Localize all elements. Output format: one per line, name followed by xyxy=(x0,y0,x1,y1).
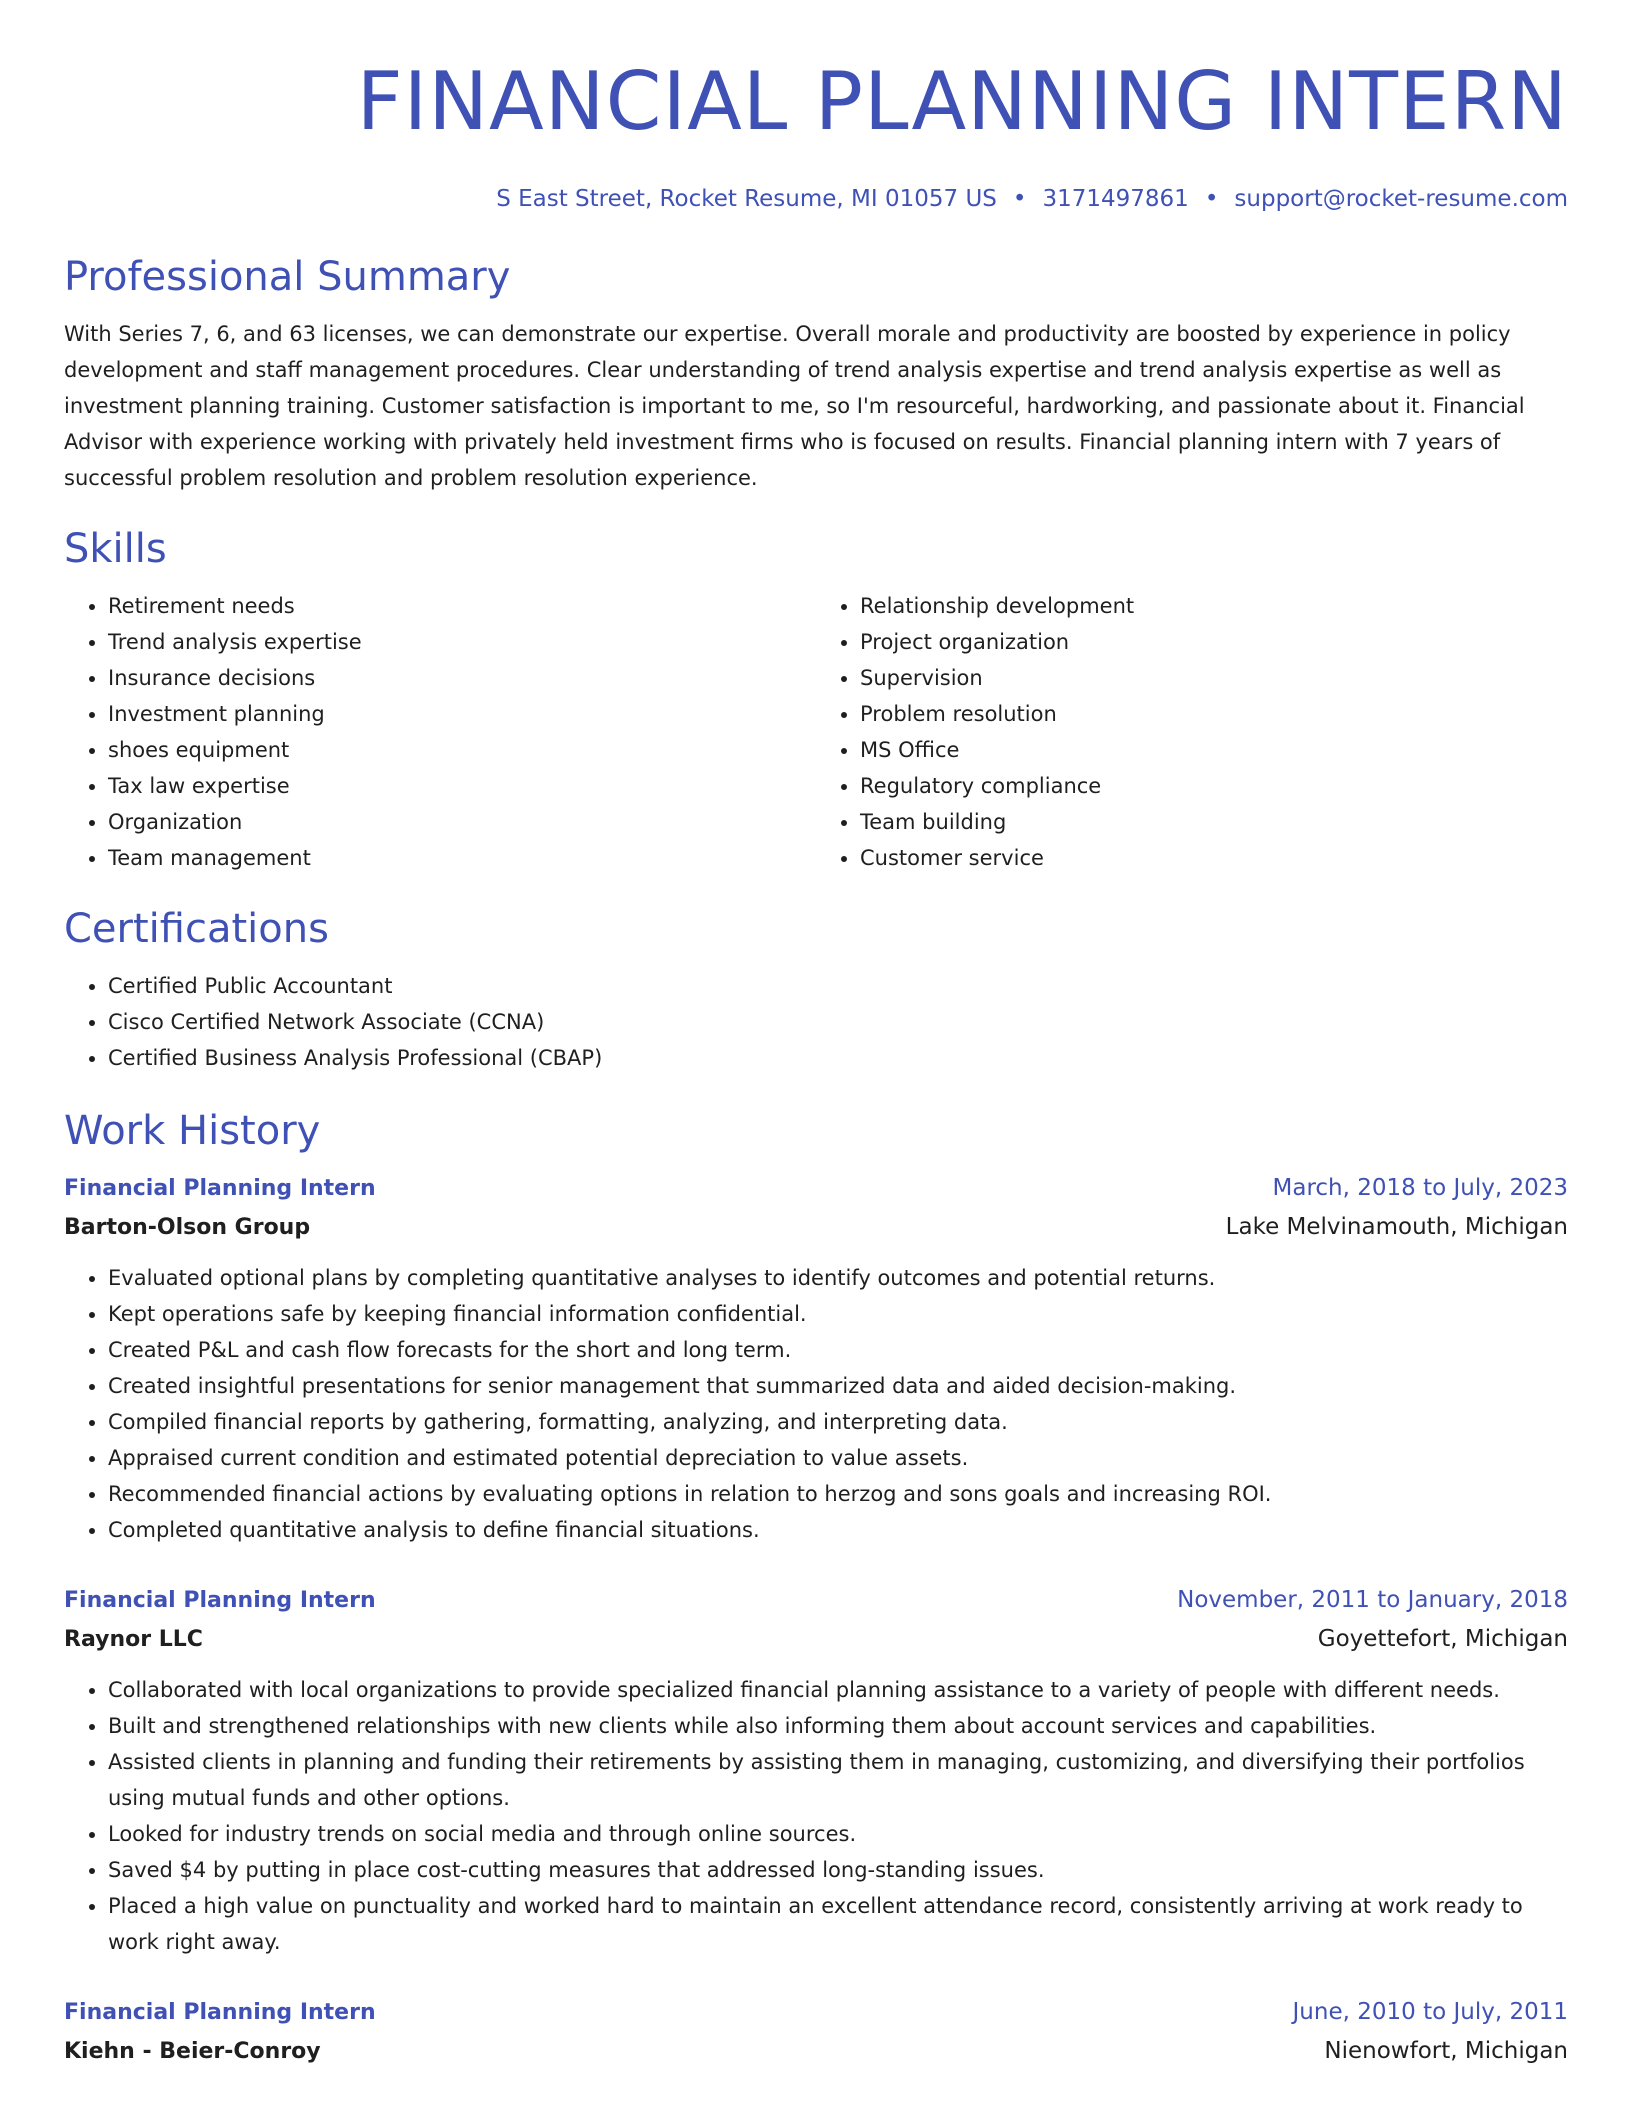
skill-item: • Project organization xyxy=(860,624,1568,660)
certification-item: • Cisco Certified Network Associate (CCNA) xyxy=(108,1004,1568,1040)
skill-item: • Tax law expertise xyxy=(108,768,816,804)
contact-address: S East Street, Rocket Resume, MI 01057 US xyxy=(496,186,997,212)
skill-item: • Investment planning xyxy=(108,696,816,732)
certification-item: • Certified Public Accountant xyxy=(108,968,1568,1004)
work-history-heading: Work History xyxy=(64,1108,321,1154)
certifications-list xyxy=(64,968,1568,1076)
job-location: Nienowfort, Michigan xyxy=(1324,2038,1568,2064)
job-company: Barton-Olson Group xyxy=(64,1215,311,1240)
job-dates: June, 2010 to July, 2011 xyxy=(1292,1999,1568,2025)
skills-heading: Skills xyxy=(64,526,167,572)
resume-name: FINANCIAL PLANNING INTERN xyxy=(356,55,1568,148)
job-bullet: • Looked for industry trends on social media and through online sources. xyxy=(108,1816,1568,1852)
skill-item: • shoes equipment xyxy=(108,732,816,768)
contact-separator: • xyxy=(1204,186,1219,212)
job-title: Financial Planning Intern xyxy=(64,1176,376,1201)
skill-item: • Supervision xyxy=(860,660,1568,696)
certification-item: • Certified Business Analysis Professional (CBAP) xyxy=(108,1040,1568,1076)
job-bullet: • Created insightful presentations for senior management that summarized data and aided decision-making. xyxy=(108,1368,1568,1404)
job-bullet: • Appraised current condition and estimated potential depreciation to value assets. xyxy=(108,1440,1568,1476)
skill-item: • Regulatory compliance xyxy=(860,768,1568,804)
job-bullet: • Recommended financial actions by evaluating options in relation to herzog and sons goals and increasing ROI. xyxy=(108,1476,1568,1512)
skill-item: • Insurance decisions xyxy=(108,660,816,696)
job-title: Financial Planning Intern xyxy=(64,2000,376,2025)
job-company-row xyxy=(64,1619,1568,1660)
job-title: Financial Planning Intern xyxy=(64,1588,376,1613)
work-history-section xyxy=(64,1106,1568,2072)
job-title-row xyxy=(64,1170,1568,1207)
job-bullets xyxy=(64,1672,1568,1960)
skill-item: • MS Office xyxy=(860,732,1568,768)
job-bullet: • Assisted clients in planning and funding their retirements by assisting them in managing, customizing, and diversifying their portfolios using mutual funds and other options. xyxy=(108,1744,1568,1816)
skill-item: • Relationship development xyxy=(860,588,1568,624)
job-company: Raynor LLC xyxy=(64,1627,203,1652)
skill-item: • Customer service xyxy=(860,840,1568,876)
contact-line xyxy=(64,184,1568,214)
skill-item: • Retirement needs xyxy=(108,588,816,624)
job-title-row xyxy=(64,1994,1568,2031)
contact-email[interactable]: support@rocket-resume.com xyxy=(1234,186,1568,212)
summary-heading: Professional Summary xyxy=(64,254,511,300)
job-company-row xyxy=(64,2031,1568,2072)
job-company-row xyxy=(64,1207,1568,1248)
contact-phone: 3171497861 xyxy=(1042,186,1189,212)
job-bullet: • Evaluated optional plans by completing quantitative analyses to identify outcomes and potential returns. xyxy=(108,1260,1568,1296)
job-location: Lake Melvinamouth, Michigan xyxy=(1225,1214,1568,1240)
job-entry xyxy=(64,1994,1568,2072)
job-dates: March, 2018 to July, 2023 xyxy=(1272,1175,1568,1201)
job-bullet: • Kept operations safe by keeping financial information confidential. xyxy=(108,1296,1568,1332)
skill-item: • Trend analysis expertise xyxy=(108,624,816,660)
job-title-row xyxy=(64,1582,1568,1619)
job-bullets xyxy=(64,1260,1568,1548)
certifications-heading: Certifications xyxy=(64,906,329,952)
job-bullet: • Placed a high value on punctuality and worked hard to maintain an excellent attendance record, consistently arriving at work ready to work right away. xyxy=(108,1888,1568,1960)
job-entry xyxy=(64,1170,1568,1548)
skill-item: • Problem resolution xyxy=(860,696,1568,732)
job-bullet: • Compiled financial reports by gathering, formatting, analyzing, and interpreting data. xyxy=(108,1404,1568,1440)
skill-item: • Team building xyxy=(860,804,1568,840)
skill-item: • Organization xyxy=(108,804,816,840)
job-location: Goyettefort, Michigan xyxy=(1317,1626,1568,1652)
job-bullet: • Completed quantitative analysis to define financial situations. xyxy=(108,1512,1568,1548)
skills-grid xyxy=(64,588,1568,876)
skills-list-left xyxy=(64,588,816,876)
summary-section xyxy=(64,252,1568,496)
job-company: Kiehn - Beier-Conroy xyxy=(64,2039,321,2064)
job-dates: November, 2011 to January, 2018 xyxy=(1177,1587,1568,1613)
job-bullet: • Saved $4 by putting in place cost-cutting measures that addressed long-standing issues. xyxy=(108,1852,1568,1888)
skill-item: • Team management xyxy=(108,840,816,876)
job-bullet: • Collaborated with local organizations to provide specialized financial planning assistance to a variety of people with different needs. xyxy=(108,1672,1568,1708)
skills-list-right xyxy=(816,588,1568,876)
skills-section xyxy=(64,524,1568,876)
summary-text: With Series 7, 6, and 63 licenses, we can demonstrate our expertise. Overall morale and productivity are boosted by experience in policy development and staff management procedures. Clear understanding of trend analysis expertise and trend analysis expertise as well as investment planning training. Customer satisfaction is important to me, so I'm resourceful, hardworking, and passionate about it. Financial Advisor with experience working with privately held investment firms who is focused on results. Financial planning intern with 7 years of successful problem resolution and problem resolution experience. xyxy=(64,322,1525,490)
contact-separator: • xyxy=(1012,186,1027,212)
job-bullet: • Created P&L and cash flow forecasts for the short and long term. xyxy=(108,1332,1568,1368)
certifications-section xyxy=(64,904,1568,1076)
job-entry xyxy=(64,1582,1568,1960)
job-bullet: • Built and strengthened relationships with new clients while also informing them about account services and capabilities. xyxy=(108,1708,1568,1744)
